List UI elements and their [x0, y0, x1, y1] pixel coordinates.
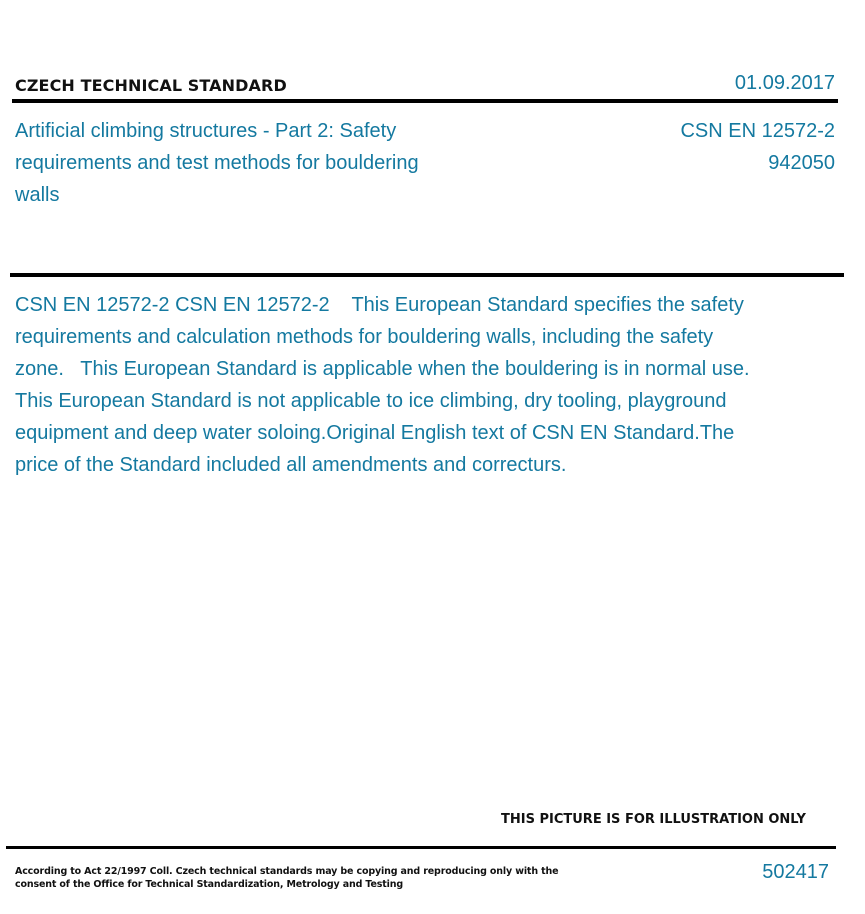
- footer-divider: [6, 846, 836, 849]
- header-label: CZECH TECHNICAL STANDARD: [15, 76, 287, 95]
- document-title: Artificial climbing structures - Part 2: Safety requirements and test methods for bouldering walls: [15, 120, 419, 206]
- illustration-note: THIS PICTURE IS FOR ILLUSTRATION ONLY: [501, 812, 806, 827]
- header-divider: [12, 99, 838, 103]
- document-annotation: CSN EN 12572-2 CSN EN 12572-2 This European Standard specifies the safety requirements and calculation methods for bouldering walls, including the safety zone. This European Standard is applicable when the bouldering is in normal use. This European Standard is not applicable to ice climbing, dry tooling, playground equipment and deep water soloing.Original English text of CSN EN Standard.The price of the Standard included all amendments and correcturs.: [15, 294, 766, 476]
- document-code: 502417: [762, 861, 829, 883]
- publication-date: 01.09.2017: [734, 72, 835, 94]
- title-divider: [10, 273, 844, 277]
- standard-number: CSN EN 12572-2: [680, 120, 835, 142]
- standard-identifiers: [680, 115, 835, 179]
- classification-code: 942050: [768, 152, 835, 174]
- legal-notice: According to Act 22/1997 Coll. Czech technical standards may be copying and reproducing only with the consent of the Office for Technical Standardization, Metrology and Testing: [15, 866, 559, 890]
